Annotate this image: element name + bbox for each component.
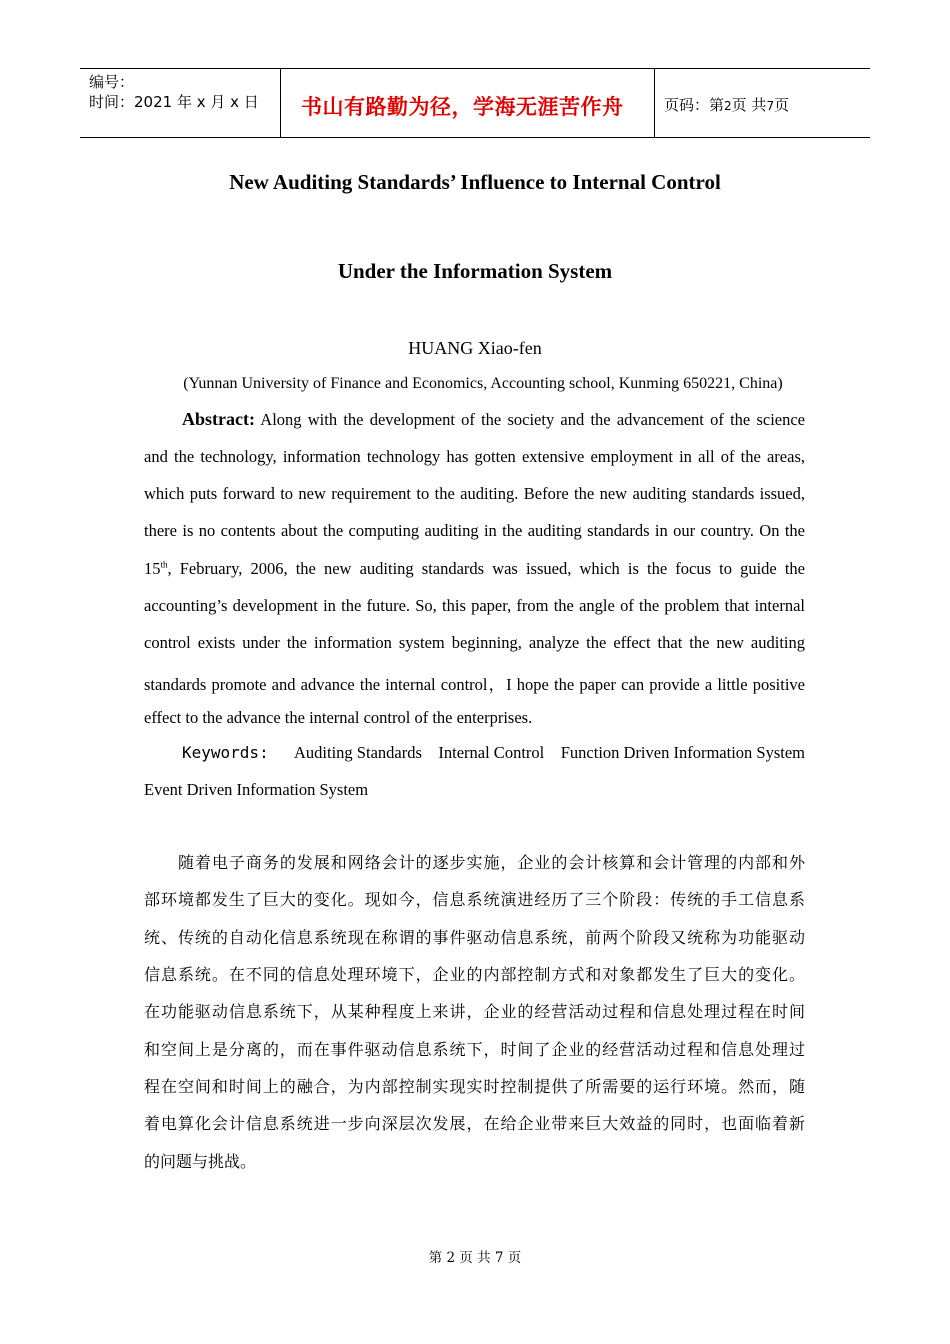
header-page-number: 页码：第2页 共7页 [664, 96, 790, 114]
keywords-label: Keywords: [182, 743, 269, 762]
abstract-line: accounting’s development in the future. So, this paper, from the angle of the problem that internal [144, 596, 805, 615]
abstract-line: 15th, February, 2006, the new auditing standards was issued, which is the focus to guide the [144, 559, 805, 578]
abstract-line: which puts forward to new requirement to the auditing. Before the new auditing standards issued, [144, 484, 805, 503]
body-line: 随着电子商务的发展和网络会计的逐步实施，企业的会计核算和会计管理的内部和外 [178, 853, 805, 872]
header-meta-cell [80, 69, 281, 137]
body-line: 在功能驱动信息系统下，从某种程度上来讲，企业的经营活动过程和信息处理过程在时间 [144, 1002, 805, 1021]
body-line: 程在空间和时间上的融合，为内部控制实现实时控制提供了所需要的运行环境。然而，随 [144, 1077, 805, 1096]
date-label: 时间：2021 年 x 月 x 日 [89, 93, 259, 111]
header-page-total: 7 [766, 99, 775, 113]
body-line: 的问题与挑战。 [144, 1152, 257, 1171]
header-page-cell [655, 69, 870, 137]
page-footer: 第 2 页 共 7 页 [428, 1250, 522, 1266]
abstract-line: Abstract: Along with the development of the society and the advancement of the science [182, 409, 805, 429]
header-motto-cell [281, 69, 655, 137]
abstract-line: control exists under the information system beginning, analyze the effect that the new auditing [144, 633, 805, 652]
body-line: 着电算化会计信息系统进一步向深层次发展，在给企业带来巨大效益的同时，也面临着新 [144, 1114, 805, 1133]
abstract-line: effect to the advance the internal control of the enterprises. [144, 708, 533, 727]
keywords-line: Event Driven Information System [144, 780, 369, 799]
abstract-line: and the technology, information technology has gotten extensive employment in all of the areas, [144, 447, 805, 466]
paper-title-line1: New Auditing Standards’ Influence to Internal Control [229, 170, 721, 194]
keywords-line: Keywords: Auditing Standards Internal Control Function Driven Information System [182, 743, 805, 762]
serial-number-label: 编号： [89, 73, 135, 91]
abstract-line: there is no contents about the computing auditing in the auditing standards in our country. On the [144, 521, 805, 540]
body-line: 信息系统。在不同的信息处理环境下，企业的内部控制方式和对象都发生了巨大的变化。 [144, 965, 805, 984]
body-line: 统、传统的自动化信息系统现在称谓的事件驱动信息系统，前两个阶段又统称为功能驱动 [144, 928, 805, 947]
header-page-current: 2 [724, 99, 732, 113]
author-name: HUANG Xiao-fen [408, 338, 542, 358]
body-line: 部环境都发生了巨大的变化。现如今，信息系统演进经历了三个阶段：传统的手工信息系 [144, 890, 805, 909]
paper-title-line2: Under the Information System [337, 259, 613, 283]
motto-text: 书山有路勤为径，学海无涯苦作舟 [301, 95, 624, 119]
abstract-label: Abstract: [182, 409, 255, 429]
body-line: 和空间上是分离的，而在事件驱动信息系统下，时间了企业的经营活动过程和信息处理过 [144, 1040, 805, 1059]
abstract-line: standards promote and advance the internal control，I hope the paper can provide a little positive [144, 675, 805, 694]
document-header [80, 68, 870, 138]
author-affiliation: (Yunnan University of Finance and Economics, Accounting school, Kunming 650221, China) [183, 375, 783, 392]
